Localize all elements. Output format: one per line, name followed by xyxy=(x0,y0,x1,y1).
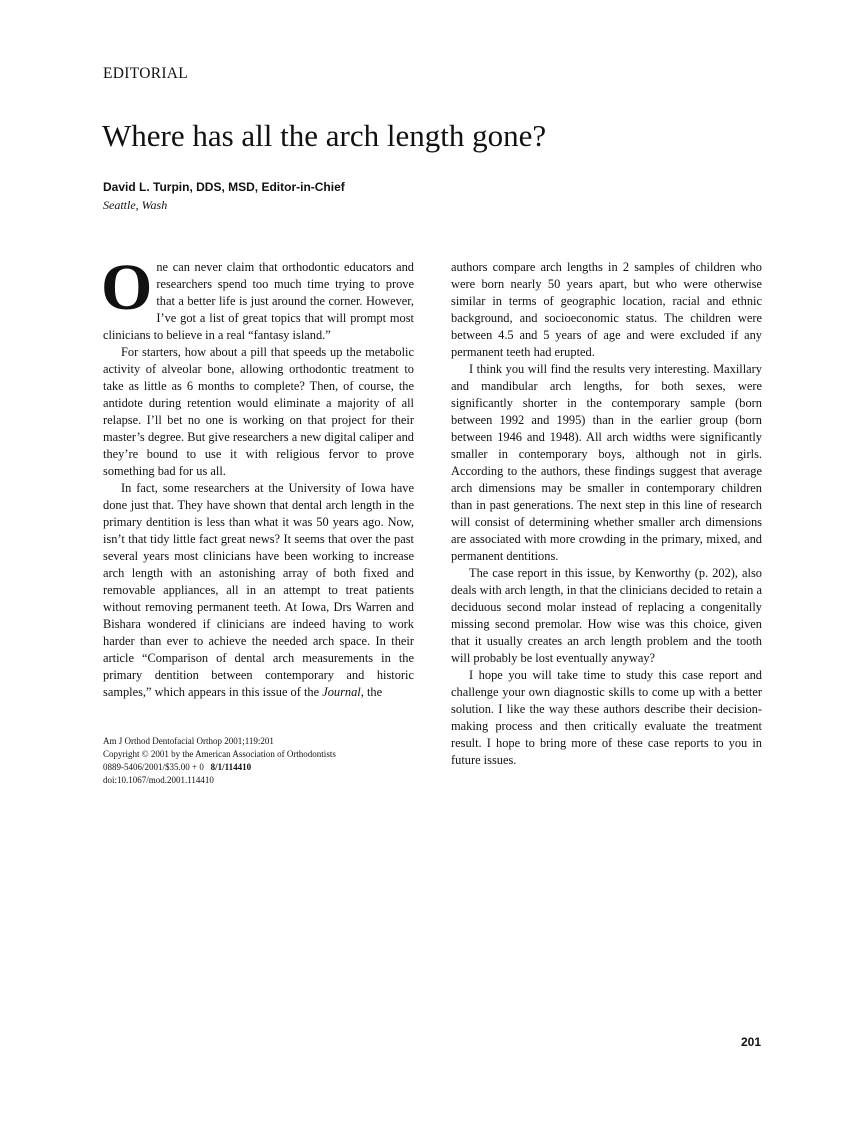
drop-cap: O xyxy=(101,251,153,324)
paragraph-5: The case report in this issue, by Kenworthy (p. 202), also deals with arch length, in that the clinicians decided to retain a deciduous second molar instead of replacing a congenitally missing second premolar. How wise was this choice, given that it usually creates an arch length problem and the tooth will probably be lost eventually anyway? xyxy=(451,566,762,665)
right-column xyxy=(451,259,762,769)
copyright: Copyright © 2001 by the American Association of Orthodontists xyxy=(103,749,336,759)
paragraph-3-continued: authors compare arch lengths in 2 samples of children who were born nearly 50 years apart, but who were otherwise similar in terms of geographic location, racial and ethnic background, and socioeconomic status. The children were between 4.5 and 5 years of age and were excluded if any permanent teeth had erupted. xyxy=(451,260,762,359)
author-byline: David L. Turpin, DDS, MSD, Editor-in-Chief xyxy=(103,180,345,194)
paragraph-6: I hope you will take time to study this case report and challenge your own diagnostic skills to come up with a better solution. I like the way these authors describe their decision-making process and then critically evaluate the treatment result. I hope to bring more of these case reports to you in future issues. xyxy=(451,668,762,767)
article-code: 8/1/114410 xyxy=(210,762,252,772)
footnote xyxy=(103,735,336,787)
paragraph-3-text: In fact, some researchers at the University of Iowa have done just that. They have shown that dental arch length in the primary dentition is less than what it was 50 years ago. Now, isn’t that tidy little fact great news? It seems that over the past several years most clinicians have been working to increase arch length with an astonishing array of both fixed and removable appliances, all in an attempt to treat patients without removing permanent teeth. At Iowa, Drs Warren and Bishara wondered if clinicians are indeed having to work harder than ever to achieve the needed arch space. In their article “Comparison of dental arch measurements in the primary dentition between contemporary and historic samples,” which appears in this issue of the xyxy=(103,481,414,699)
section-label: EDITORIAL xyxy=(103,65,189,82)
citation: Am J Orthod Dentofacial Orthop 2001;119:201 xyxy=(103,736,274,746)
paragraph-2: For starters, how about a pill that speeds up the metabolic activity of alveolar bone, allowing orthodontic treatment to take as little as 6 months to complete? Then, of course, the antidote during retention would eliminate a majority of all relapse. I’ll bet no one is working on that project for their master’s degree. But give researchers a new digital caliper and they’re bound to use it with religious fervor to prove something bad for us all. xyxy=(103,345,414,478)
author-location: Seattle, Wash xyxy=(103,198,168,212)
issn: 0889-5406/2001/$35.00 + 0 xyxy=(103,762,204,772)
left-column xyxy=(101,251,414,701)
paragraph-1 xyxy=(101,251,414,344)
journal-name: Journal xyxy=(322,685,361,699)
paragraph-3-end: , the xyxy=(360,685,383,699)
paragraph-1-text: ne can never claim that orthodontic educators and researchers spend too much time trying to prove that a better life is just around the corner. However, I’ve got a list of great topics that will prompt most clinicians to believe in a real “fantasy island.” xyxy=(103,260,414,342)
article-title: Where has all the arch length gone? xyxy=(102,118,547,153)
issn-line xyxy=(103,761,336,774)
paragraph-4: I think you will find the results very interesting. Maxillary and mandibular arch lengths, for both sexes, were significantly shorter in the contemporary sample (born between 1992 and 1995) than in the earlier group (born between 1946 and 1948). All arch widths were significantly smaller in contemporary boys, although not in girls. According to the authors, these findings suggest that average arch dimensions may be smaller in contemporary children than in past generations. The next step in this line of research will consist of determining whether smaller arch dimensions are associated with more crowding in the primary, mixed, and permanent dentitions. xyxy=(451,362,762,563)
page-number: 201 xyxy=(741,1035,762,1049)
doi: doi:10.1067/mod.2001.114410 xyxy=(103,775,214,785)
paragraph-3 xyxy=(103,480,414,701)
